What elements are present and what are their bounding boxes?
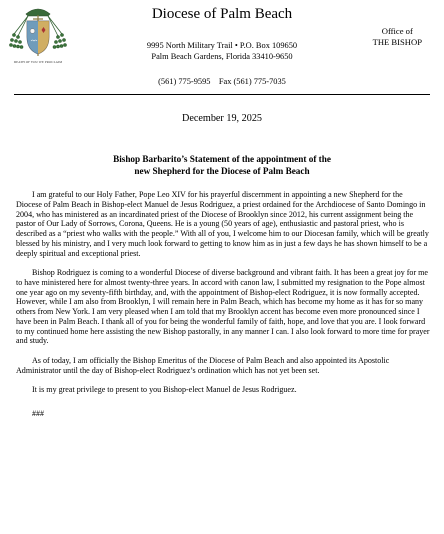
address-line2: Palm Beach Gardens, Florida 33410-9650 xyxy=(151,51,293,61)
mailing-address xyxy=(0,41,444,62)
office-line2: THE BISHOP xyxy=(372,37,422,47)
phone-fax-line: (561) 775-9595 Fax (561) 775-7035 xyxy=(158,77,286,86)
office-line1: Office of xyxy=(381,26,413,36)
letter-body xyxy=(16,190,430,428)
paragraph-4: It is my great privilege to present to you Bishop-elect Manuel de Jesus Rodriguez. xyxy=(32,385,297,394)
letter-date: December 19, 2025 xyxy=(181,113,263,124)
address-line1: 9995 North Military Trail • P.O. Box 109650 xyxy=(146,41,298,50)
statement-title xyxy=(20,153,424,177)
crest-motto: DEATH OF YOU WE PROCLAIM xyxy=(13,60,63,64)
paragraph-3: As of today, I am officially the Bishop Emeritus of the Diocese of Palm Beach and also appointed its Apostolic Administrator until the day of Bishop-elect Rodriguez’s ordination which has not yet been set. xyxy=(16,355,390,375)
title-line2: new Shepherd for the Diocese of Palm Beach xyxy=(134,166,310,176)
paragraph-2: Bishop Rodriguez is coming to a wonderful Diocese of diverse background and vibrant faith. It has been a great joy for me to have ministered here for almost twenty-three years. In accord with canon law, I submitted my resignation to the Pope almost one year ago on my seventy-fifth birthday, and, with the appointment of Bishop-elect Rodriguez, it is now formally accepted. However, while I am also from Brooklyn, I will remain here in Palm Beach, which has become my home as it has for so many others from New York. I am very pleased when I am told that my Brooklyn accent has become even more pronounced since I have been in Palm Beach. I thank all of you for being the wonderful family of faith, hope, and love that you are. I look forward to my continued home here assisting the new Bishop pastorally, in any manner I can. I also look forward to more time for prayer and study. xyxy=(16,268,430,346)
end-mark: ### xyxy=(32,408,45,418)
paragraph-1: I am grateful to our Holy Father, Pope Leo XIV for his prayerful discernment in appointing a new Shepherd for the Diocese of Palm Beach in Bishop-elect Manuel de Jesus Rodriguez, a priest ordained for the Archdiocese of Santo Domingo in 2004, who has ministered as an incardinated priest of the Diocese of Brooklyn since 2012, his current assignment being the pastor of Our Lady of Sorrows, Corona, Queens. He is a young (50 years of age), enthusiastic and pastoral priest, who is described as a “priest who walks with the people.” With all of you, I welcome him to our Diocesan family, which will be greatly blessed by his ministry, and I very much look forward to getting to know him as in just a few days he has shown himself to be a deeply spiritual and exceptional priest. xyxy=(16,190,429,258)
diocese-name: Diocese of Palm Beach xyxy=(151,6,293,22)
letterhead-divider xyxy=(14,94,430,95)
title-line1: Bishop Barbarito’s Statement of the appointment of the xyxy=(113,154,331,164)
